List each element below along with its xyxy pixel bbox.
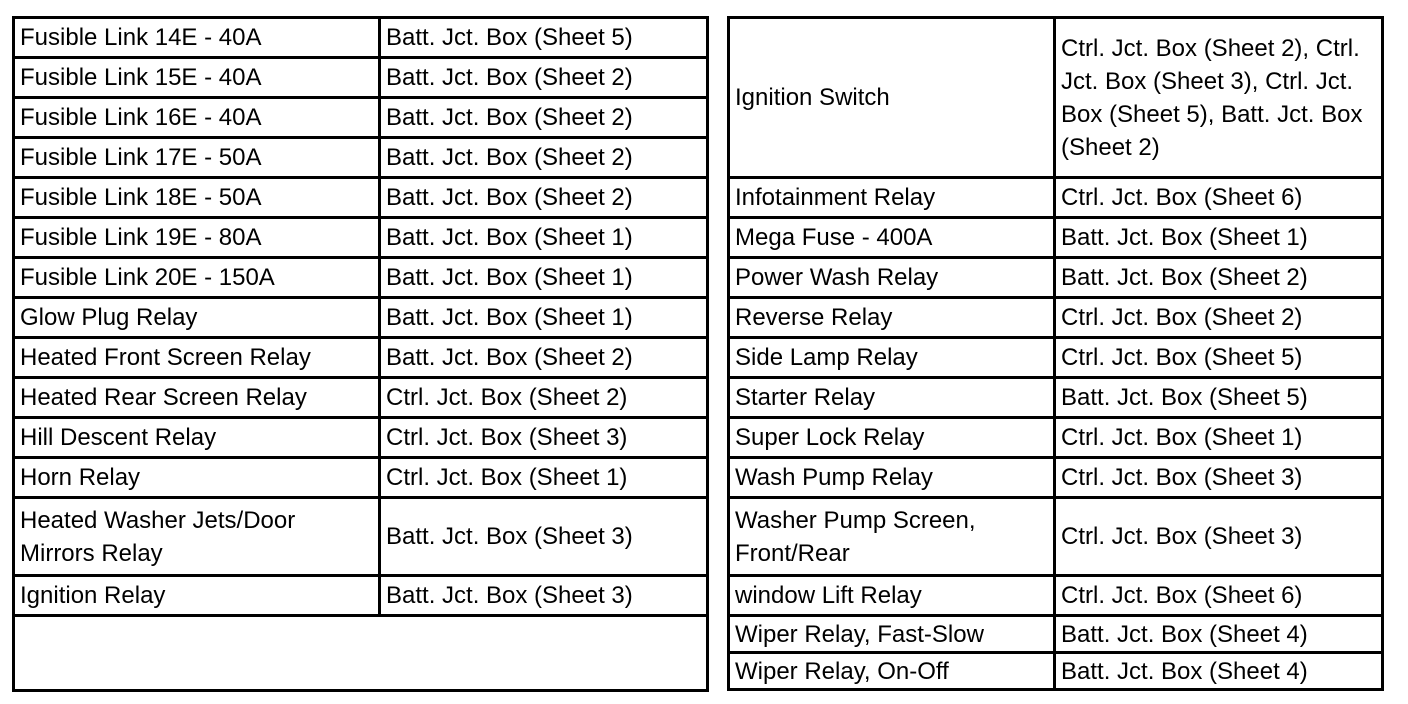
- location-cell: Ctrl. Jct. Box (Sheet 6): [1055, 178, 1383, 218]
- table-row: [729, 258, 1383, 298]
- location-cell: Ctrl. Jct. Box (Sheet 5): [1055, 338, 1383, 378]
- table-row: [729, 576, 1383, 616]
- location-cell: Ctrl. Jct. Box (Sheet 3): [1055, 458, 1383, 498]
- location-cell: Ctrl. Jct. Box (Sheet 1): [380, 458, 708, 498]
- table-row: [729, 378, 1383, 418]
- table-row: [14, 218, 708, 258]
- component-cell: Ignition Switch: [729, 18, 1055, 178]
- component-cell: window Lift Relay: [729, 576, 1055, 616]
- location-cell: Batt. Jct. Box (Sheet 4): [1055, 653, 1383, 690]
- location-cell: Batt. Jct. Box (Sheet 3): [380, 498, 708, 576]
- component-cell: Heated Washer Jets/Door Mirrors Relay: [14, 498, 380, 576]
- table-row: [14, 258, 708, 298]
- location-cell: Ctrl. Jct. Box (Sheet 3): [1055, 498, 1383, 576]
- table-row: [729, 653, 1383, 690]
- table-row: [729, 178, 1383, 218]
- location-cell: Batt. Jct. Box (Sheet 2): [1055, 258, 1383, 298]
- component-cell: Washer Pump Screen, Front/Rear: [729, 498, 1055, 576]
- location-cell: Batt. Jct. Box (Sheet 1): [380, 258, 708, 298]
- component-cell: Heated Front Screen Relay: [14, 338, 380, 378]
- location-cell: Ctrl. Jct. Box (Sheet 2), Ctrl. Jct. Box (Sheet 3), Ctrl. Jct. Box (Sheet 5), Batt. Jct. Box (Sheet 2): [1055, 18, 1383, 178]
- table-row: [14, 138, 708, 178]
- table-row: [14, 378, 708, 418]
- location-cell: Batt. Jct. Box (Sheet 4): [1055, 616, 1383, 653]
- component-cell: Fusible Link 17E - 50A: [14, 138, 380, 178]
- location-cell: Ctrl. Jct. Box (Sheet 6): [1055, 576, 1383, 616]
- table-row: [14, 58, 708, 98]
- component-cell: Fusible Link 14E - 40A: [14, 18, 380, 58]
- location-cell: Batt. Jct. Box (Sheet 5): [1055, 378, 1383, 418]
- component-cell: Reverse Relay: [729, 298, 1055, 338]
- table-row: [729, 18, 1383, 178]
- table-row: [729, 338, 1383, 378]
- empty-cell: [14, 616, 708, 691]
- location-cell: Ctrl. Jct. Box (Sheet 2): [380, 378, 708, 418]
- location-cell: Batt. Jct. Box (Sheet 2): [380, 178, 708, 218]
- location-cell: Batt. Jct. Box (Sheet 2): [380, 338, 708, 378]
- component-cell: Fusible Link 20E - 150A: [14, 258, 380, 298]
- component-cell: Fusible Link 18E - 50A: [14, 178, 380, 218]
- component-cell: Heated Rear Screen Relay: [14, 378, 380, 418]
- right-fuse-relay-table: [727, 16, 1384, 691]
- component-cell: Power Wash Relay: [729, 258, 1055, 298]
- table-row: [14, 298, 708, 338]
- component-cell: Starter Relay: [729, 378, 1055, 418]
- table-row: [14, 576, 708, 616]
- location-cell: Batt. Jct. Box (Sheet 2): [380, 138, 708, 178]
- table-row: [14, 98, 708, 138]
- table-row: [729, 218, 1383, 258]
- table-row: [14, 418, 708, 458]
- component-cell: Fusible Link 19E - 80A: [14, 218, 380, 258]
- location-cell: Ctrl. Jct. Box (Sheet 2): [1055, 298, 1383, 338]
- location-cell: Batt. Jct. Box (Sheet 3): [380, 576, 708, 616]
- component-cell: Infotainment Relay: [729, 178, 1055, 218]
- table-row: [729, 616, 1383, 653]
- component-cell: Horn Relay: [14, 458, 380, 498]
- component-cell: Wiper Relay, On-Off: [729, 653, 1055, 690]
- component-cell: Fusible Link 15E - 40A: [14, 58, 380, 98]
- location-cell: Batt. Jct. Box (Sheet 5): [380, 18, 708, 58]
- empty-row: [14, 616, 708, 691]
- table-row: [14, 498, 708, 576]
- table-row: [14, 18, 708, 58]
- table-row: [14, 338, 708, 378]
- location-cell: Batt. Jct. Box (Sheet 1): [380, 218, 708, 258]
- table-row: [729, 458, 1383, 498]
- component-cell: Super Lock Relay: [729, 418, 1055, 458]
- left-fuse-relay-table: [12, 16, 709, 692]
- location-cell: Batt. Jct. Box (Sheet 2): [380, 98, 708, 138]
- table-row: [729, 298, 1383, 338]
- location-cell: Batt. Jct. Box (Sheet 2): [380, 58, 708, 98]
- location-cell: Batt. Jct. Box (Sheet 1): [380, 298, 708, 338]
- table-row: [14, 458, 708, 498]
- component-cell: Ignition Relay: [14, 576, 380, 616]
- location-cell: Ctrl. Jct. Box (Sheet 1): [1055, 418, 1383, 458]
- location-cell: Ctrl. Jct. Box (Sheet 3): [380, 418, 708, 458]
- component-cell: Mega Fuse - 400A: [729, 218, 1055, 258]
- component-cell: Fusible Link 16E - 40A: [14, 98, 380, 138]
- component-cell: Side Lamp Relay: [729, 338, 1055, 378]
- component-cell: Wash Pump Relay: [729, 458, 1055, 498]
- component-cell: Hill Descent Relay: [14, 418, 380, 458]
- table-row: [729, 498, 1383, 576]
- location-cell: Batt. Jct. Box (Sheet 1): [1055, 218, 1383, 258]
- component-cell: Glow Plug Relay: [14, 298, 380, 338]
- component-cell: Wiper Relay, Fast-Slow: [729, 616, 1055, 653]
- table-row: [14, 178, 708, 218]
- table-row: [729, 418, 1383, 458]
